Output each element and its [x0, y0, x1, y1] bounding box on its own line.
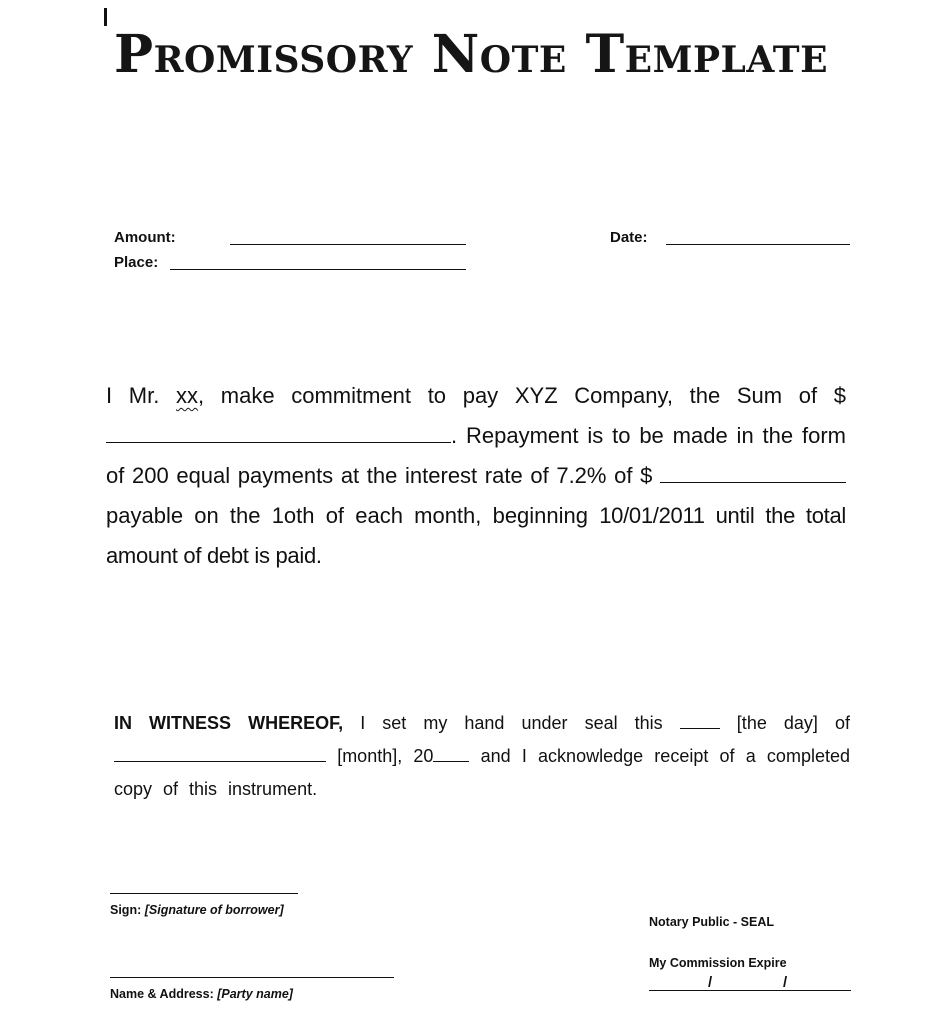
place-label: Place: — [114, 254, 159, 271]
name-caption — [110, 987, 293, 1001]
sign-hint: [Signature of borrower] — [144, 903, 284, 917]
witness-text-3: [month], 20 — [326, 746, 434, 766]
amount-field[interactable] — [230, 244, 466, 245]
commission-date-line — [649, 990, 851, 991]
witness-heading: IN WITNESS WHEREOF, — [114, 713, 344, 733]
body-text-2: , make commitment to pay XYZ Company, the Sum of $ — [198, 383, 846, 408]
body-text-5: 10/01/2011 until the total amount of debt is paid. — [106, 503, 846, 568]
body-text-3: . Repayment is to be made in the form of 200 equal payments at the interest rate of 7.2% of $ — [106, 423, 846, 488]
sign-label: Sign: — [110, 903, 142, 917]
signature-line[interactable] — [110, 893, 298, 894]
commitment-paragraph — [106, 376, 846, 576]
name-address-line[interactable] — [110, 977, 394, 978]
date-separator-1: / — [708, 974, 713, 991]
date-field[interactable] — [666, 244, 850, 245]
page-title: Promissory Note Template — [113, 24, 829, 85]
name-hint: [Party name] — [217, 987, 293, 1001]
day-blank[interactable] — [680, 712, 720, 729]
witness-text-1: I set my hand under seal this — [343, 713, 680, 733]
year-blank[interactable] — [433, 745, 469, 762]
body-text-4: payable on the 1oth of each month, beginning — [106, 503, 589, 528]
month-blank[interactable] — [114, 745, 326, 762]
interest-blank[interactable] — [660, 462, 846, 483]
sum-blank[interactable] — [106, 422, 451, 443]
witness-text-4: and I acknowledge receipt of a completed copy of this instrument. — [114, 746, 850, 799]
witness-paragraph — [114, 707, 850, 806]
place-field[interactable] — [170, 269, 466, 270]
commission-date-field[interactable] — [649, 974, 851, 992]
date-separator-2: / — [783, 974, 788, 991]
name-label: Name & Address: — [110, 987, 214, 1001]
borrower-name: xx — [176, 383, 198, 408]
body-text-1: I Mr. — [106, 383, 176, 408]
date-label: Date: — [610, 229, 648, 246]
notary-seal: Notary Public - SEAL — [649, 915, 775, 929]
commission-label: My Commission Expire — [649, 956, 787, 970]
witness-text-2: [the day] of — [719, 713, 850, 733]
amount-label: Amount: — [114, 229, 176, 246]
sign-caption — [110, 903, 284, 917]
